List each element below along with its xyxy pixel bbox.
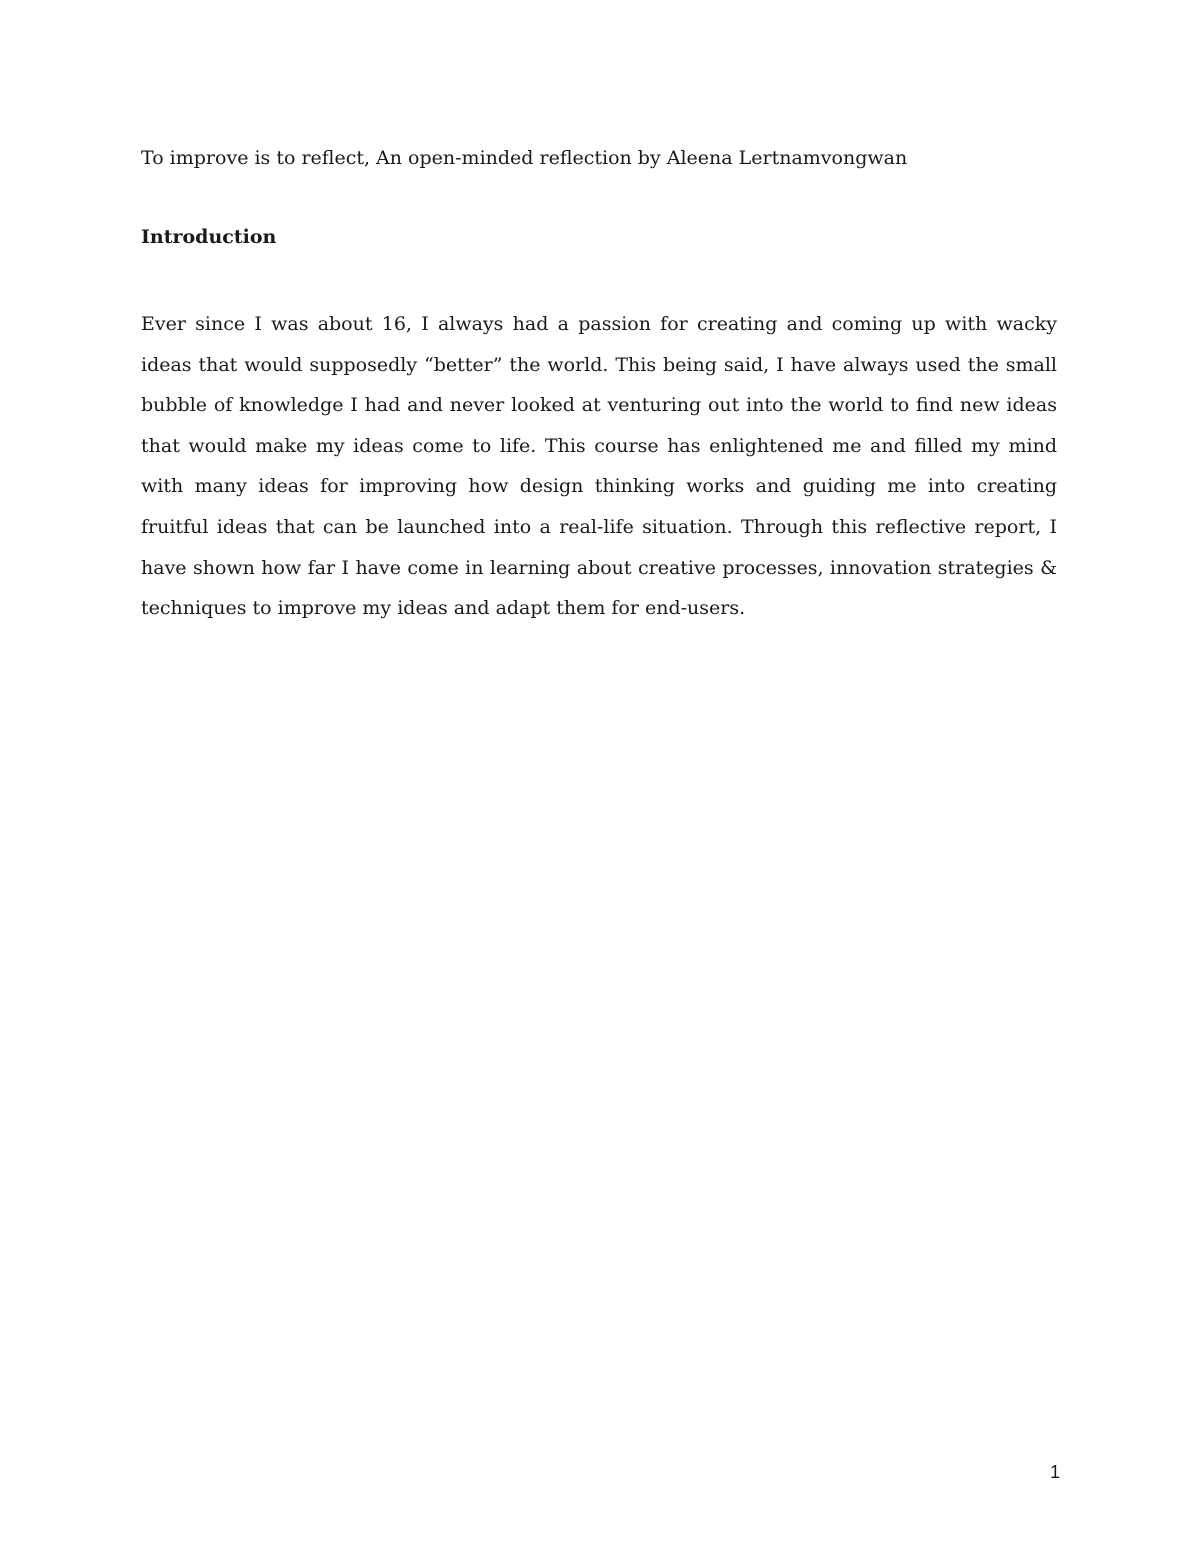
document-title: To improve is to reflect, An open-minded reflection by Aleena Lertnamvongwan <box>141 147 908 169</box>
introduction-paragraph: Ever since I was about 16, I always had a passion for creating and coming up with wacky ideas that would supposedly “better” the world. This being said, I have always used the small bubble of knowledge I had and never looked at venturing out into the world to find new ideas that would make my ideas come to life. This course has enlightened me and filled my mind with many ideas for improving how design thinking works and guiding me into creating fruitful ideas that can be launched into a real-life situation. Through this reflective report, I have shown how far I have come in learning about creative processes, innovation strategies & techniques to improve my ideas and adapt them for end-users. <box>141 313 1057 620</box>
page-number: 1 <box>1049 1462 1060 1482</box>
section-heading-introduction: Introduction <box>141 226 277 248</box>
